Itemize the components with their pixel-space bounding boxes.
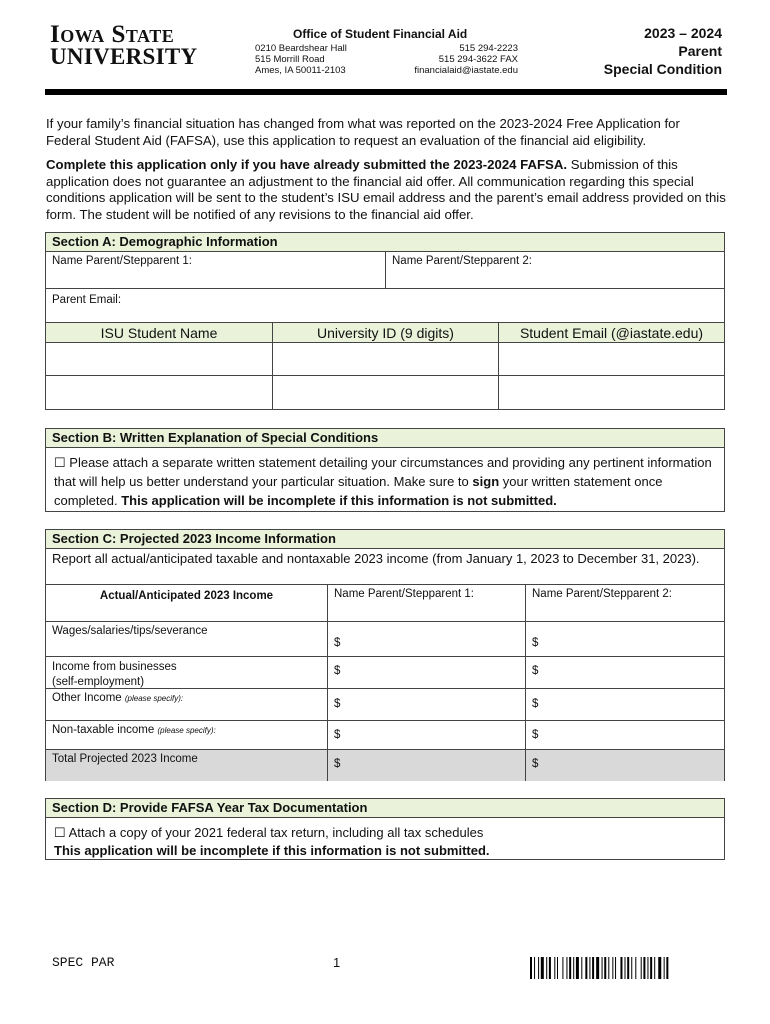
sign-word: sign	[472, 474, 500, 489]
section-d-body	[46, 818, 724, 864]
income-input-parent1[interactable]	[328, 721, 526, 750]
barcode-bar	[643, 957, 645, 979]
barcode-bar	[566, 957, 567, 979]
student-name-input[interactable]	[46, 376, 273, 410]
barcode-bar	[530, 957, 532, 979]
email: financialaid@iastate.edu	[414, 65, 518, 76]
office-contact	[400, 43, 518, 76]
section-d-text: Attach a copy of your 2021 federal tax return, including all tax schedules	[68, 825, 484, 840]
parent1-name-label: Name Parent/Stepparent 1:	[52, 255, 192, 267]
address-line: Ames, IA 50011-2103	[255, 65, 346, 76]
barcode-bar	[654, 957, 655, 979]
address-line: 0210 Beardshear Hall	[255, 43, 347, 54]
col-student-email: Student Email (@iastate.edu)	[499, 323, 724, 343]
office-address	[255, 43, 347, 76]
section-d	[45, 798, 725, 860]
section-b	[45, 428, 725, 512]
total-income-parent2[interactable]	[526, 750, 724, 781]
tax-return-checkbox[interactable]: ☐	[54, 825, 66, 840]
parent1-name-field[interactable]	[46, 252, 386, 289]
barcode-bar	[589, 957, 590, 979]
barcode-bar	[557, 957, 558, 979]
section-c-intro: Report all actual/anticipated taxable and nontaxable 2023 income (from January 1, 2023 to December 31, 2023).	[46, 549, 724, 585]
barcode-bar	[546, 957, 547, 979]
barcode-bar	[602, 957, 603, 979]
statement-checkbox[interactable]: ☐	[54, 455, 66, 470]
dollar-sign: $	[532, 729, 539, 741]
phone: 515 294-2223	[459, 43, 518, 54]
barcode-bar	[538, 957, 539, 979]
barcode-bar	[635, 957, 636, 979]
barcode-icon	[530, 957, 726, 979]
barcode-bar	[573, 957, 574, 979]
income-row-label-text: Non-taxable income	[52, 724, 155, 736]
income-input-parent2[interactable]	[526, 721, 724, 750]
income-input-parent1[interactable]	[328, 657, 526, 689]
income-row-note: (please specify):	[157, 726, 216, 735]
barcode-bar	[569, 957, 571, 979]
section-c-title: Section C: Projected 2023 Income Information	[46, 530, 724, 549]
dollar-sign: $	[334, 729, 341, 741]
barcode-bar	[664, 957, 665, 979]
income-row-label: Income from businesses (self-employment)	[46, 657, 328, 689]
section-a	[45, 232, 725, 410]
student-name-input[interactable]	[46, 343, 273, 376]
income-input-parent1[interactable]	[328, 689, 526, 721]
barcode-bar	[650, 957, 652, 979]
page-number: 1	[333, 955, 341, 970]
dollar-sign: $	[532, 698, 539, 710]
instructions-bold: Complete this application only if you have already submitted the 2023-2024 FAFSA.	[46, 157, 568, 172]
barcode-bar	[576, 957, 579, 979]
income-input-parent2[interactable]	[526, 689, 724, 721]
barcode-bar	[615, 957, 616, 979]
section-b-warning: This application will be incomplete if this information is not submitted.	[121, 493, 557, 508]
barcode-bar	[596, 957, 599, 979]
barcode-bar	[581, 957, 582, 979]
dollar-sign: $	[334, 665, 341, 677]
section-b-body	[46, 448, 724, 514]
university-id-input[interactable]	[273, 376, 499, 410]
logo-line-1: Iowa State	[50, 21, 175, 48]
section-d-warning: This application will be incomplete if this information is not submitted.	[54, 843, 490, 858]
income-row-label	[46, 721, 328, 750]
barcode-bar	[631, 957, 632, 979]
barcode-bar	[666, 957, 668, 979]
parent2-name-label: Name Parent/Stepparent 2:	[392, 255, 532, 267]
income-input-parent2[interactable]	[526, 657, 724, 689]
form-code: SPEC PAR	[52, 955, 115, 970]
dollar-sign: $	[532, 637, 539, 649]
form-type: Parent	[678, 43, 722, 59]
income-input-parent1[interactable]	[328, 622, 526, 657]
income-input-parent2[interactable]	[526, 622, 724, 657]
barcode-bar	[620, 957, 622, 979]
address-line: 515 Morrill Road	[255, 54, 325, 65]
dollar-sign: $	[532, 758, 539, 770]
student-email-input[interactable]	[499, 376, 724, 410]
col-university-id: University ID (9 digits)	[273, 323, 499, 343]
form-title-block	[604, 24, 722, 78]
section-d-title: Section D: Provide FAFSA Year Tax Documentation	[46, 799, 724, 818]
col-student-name: ISU Student Name	[46, 323, 273, 343]
barcode-bar	[534, 957, 535, 979]
col-income-type: Actual/Anticipated 2023 Income	[46, 585, 328, 622]
income-row-note: (please specify):	[124, 694, 184, 703]
form-title: Special Condition	[603, 61, 722, 77]
intro-paragraph: If your family’s financial situation has changed from what was reported on the 2023-2024 Free Application for Federal Student Aid (FAFSA), use this application to request an evaluation of the financial aid eligibility.	[46, 116, 680, 148]
instructions-text: Submission of this application does not guarantee an adjustment to the financial aid offer. All communication regarding this special conditions application will be sent to the student’s ISU email address and the parent’s email address provided on this form. The student will be notified of any revisions to the financial aid offer.	[46, 157, 726, 222]
fax: 515 294-3622 FAX	[438, 54, 518, 65]
parent-email-label: Parent Email:	[52, 294, 122, 306]
section-a-title: Section A: Demographic Information	[46, 233, 724, 252]
barcode-bar	[641, 957, 642, 979]
income-row-label: Wages/salaries/tips/severance	[46, 622, 328, 657]
dollar-sign: $	[532, 665, 539, 677]
barcode-bar	[604, 957, 606, 979]
barcode-bar	[585, 957, 587, 979]
income-row-label	[46, 689, 328, 721]
barcode-bar	[554, 957, 555, 979]
barcode-bar	[541, 957, 544, 979]
office-title: Office of Student Financial Aid	[293, 27, 468, 41]
barcode-bar	[592, 957, 594, 979]
income-row-label-text: Other Income	[52, 692, 122, 704]
barcode-bar	[562, 957, 563, 979]
total-income-label: Total Projected 2023 Income	[46, 750, 328, 781]
logo-line-2: UNIVERSITY	[50, 44, 198, 69]
barcode-bar	[627, 957, 629, 979]
barcode-bar	[647, 957, 648, 979]
section-b-title: Section B: Written Explanation of Special Conditions	[46, 429, 724, 448]
barcode-bar	[658, 957, 661, 979]
university-id-input[interactable]	[273, 343, 499, 376]
section-b-text-2: your written statement once completed.	[54, 474, 663, 508]
barcode-bar	[549, 957, 551, 979]
instructions-paragraph	[46, 157, 726, 223]
col-parent2: Name Parent/Stepparent 2:	[526, 585, 724, 622]
barcode-bar	[625, 957, 626, 979]
dollar-sign: $	[334, 758, 341, 770]
total-income-parent1[interactable]	[328, 750, 526, 781]
parent-email-field[interactable]	[46, 289, 724, 323]
section-c	[45, 529, 725, 781]
student-email-input[interactable]	[499, 343, 724, 376]
section-b-text: Please attach a separate written statement detailing your circumstances and providing any pertinent information that will help us better understand your particular situation. Make sure to	[54, 455, 712, 489]
barcode-bar	[612, 957, 613, 979]
parent2-name-field[interactable]	[386, 252, 724, 289]
award-year: 2023 – 2024	[644, 25, 722, 41]
dollar-sign: $	[334, 637, 341, 649]
barcode-bar	[608, 957, 609, 979]
dollar-sign: $	[334, 698, 341, 710]
col-parent1: Name Parent/Stepparent 1:	[328, 585, 526, 622]
header-divider	[45, 89, 727, 95]
